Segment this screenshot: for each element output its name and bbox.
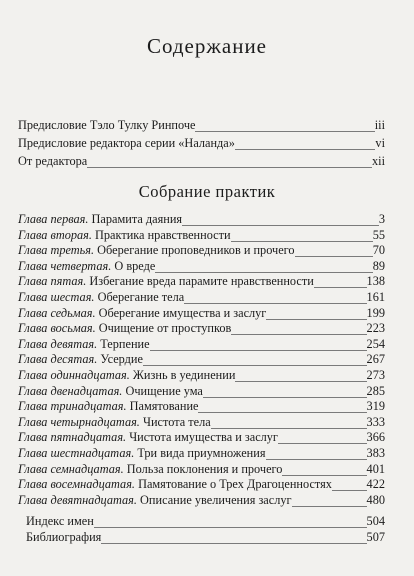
chapter-label: Глава шестая.	[18, 290, 95, 304]
toc-chapter-2[interactable]	[18, 227, 385, 243]
chapter-title: Оберегание проповедников и прочего	[97, 243, 295, 258]
toc-chapter-8[interactable]	[18, 320, 385, 336]
chapter-title: Чистота тела	[142, 414, 211, 429]
chapter-page: 161	[366, 290, 385, 304]
chapter-page: 285	[366, 383, 385, 398]
chapter-title: Описание увеличения заслуг	[140, 492, 292, 507]
chapter-label: Глава девятая.	[18, 336, 98, 351]
toc-chapter-13[interactable]	[18, 398, 385, 414]
chapter-title: О вреде	[114, 258, 156, 273]
toc-chapter-9[interactable]	[18, 336, 385, 352]
chapter-title: Терпение	[100, 336, 150, 351]
chapter-label: Глава десятая.	[18, 352, 98, 367]
chapter-page: 480	[366, 492, 385, 507]
toc-chapter-7[interactable]	[18, 305, 385, 321]
toc-entry-bibliography[interactable]	[26, 529, 385, 545]
entry-page: 507	[366, 530, 385, 544]
entry-page: xii	[372, 154, 385, 168]
toc-chapter-10[interactable]	[18, 351, 385, 367]
chapter-label: Глава седьмая.	[18, 305, 96, 320]
chapter-page: 199	[366, 305, 385, 320]
chapter-title: Избегание вреда парамите нравственности	[89, 274, 314, 289]
chapter-page: 3	[378, 212, 385, 226]
chapter-title: Практика нравственности	[95, 227, 231, 242]
chapter-label: Глава четырнадцатая.	[18, 414, 140, 429]
chapter-title: Польза поклонения и прочего	[126, 461, 283, 476]
chapter-title: Чистота имущества и заслуг	[129, 430, 278, 445]
entry-title: Библиография	[26, 530, 102, 544]
chapter-title: Парамита даяния	[91, 212, 183, 226]
chapter-label: Глава одиннадцатая.	[18, 368, 130, 382]
section-title: Собрание практик	[138, 182, 276, 201]
chapter-label: Глава четвертая.	[18, 258, 112, 273]
chapter-label: Глава пятнадцатая.	[18, 430, 127, 445]
toc-chapter-17[interactable]	[18, 461, 385, 477]
chapter-page: 319	[366, 399, 385, 414]
chapter-label: Глава тринадцатая.	[18, 399, 127, 414]
toc-entry-front-2[interactable]	[18, 135, 385, 151]
chapter-title: Оберегание имущества и заслуг	[98, 305, 267, 320]
chapter-label: Глава девятнадцатая.	[18, 492, 137, 507]
toc-entry-index[interactable]	[26, 513, 385, 529]
toc-chapter-19[interactable]	[18, 492, 385, 508]
chapter-page: 273	[366, 368, 385, 382]
entry-page: vi	[375, 136, 385, 150]
chapter-page: 383	[366, 446, 385, 460]
entry-page: 504	[366, 514, 385, 529]
chapter-page: 267	[366, 352, 385, 367]
chapter-label: Глава семнадцатая.	[18, 461, 124, 476]
chapter-label: Глава вторая.	[18, 227, 92, 242]
toc-chapter-15[interactable]	[18, 429, 385, 445]
toc-chapter-14[interactable]	[18, 414, 385, 430]
toc-entry-front-3[interactable]	[18, 153, 385, 169]
entry-title: Предисловие редактора серии «Наланда»	[18, 136, 235, 150]
chapter-title: Очищение ума	[125, 383, 203, 398]
toc-chapter-4[interactable]	[18, 258, 385, 274]
page-title: Содержание	[146, 34, 268, 58]
entry-title: Предисловие Тэло Тулку Ринпоче	[18, 118, 196, 132]
chapter-page: 223	[366, 321, 385, 336]
toc-chapter-11[interactable]	[18, 367, 385, 383]
chapter-label: Глава восемнадцатая.	[18, 477, 135, 492]
chapter-label: Глава двенадцатая.	[18, 383, 123, 398]
chapter-title: Памятование о Трех Драгоценностях	[138, 477, 332, 492]
chapter-page: 138	[366, 274, 385, 289]
chapter-title: Оберегание тела	[97, 290, 185, 304]
toc-chapter-5[interactable]	[18, 273, 385, 289]
chapter-title: Жизнь в уединении	[132, 368, 236, 382]
toc-entry-front-1[interactable]	[18, 117, 385, 133]
chapter-page: 70	[372, 243, 385, 258]
chapter-page: 254	[366, 336, 385, 351]
toc-chapter-6[interactable]	[18, 289, 385, 305]
chapter-label: Глава шестнадцатая.	[18, 446, 135, 460]
entry-title: Индекс имен	[26, 514, 94, 529]
chapter-title: Очищение от проступков	[98, 321, 232, 336]
chapter-title: Усердие	[100, 352, 143, 367]
entry-title: От редактора	[18, 154, 88, 168]
toc-chapter-12[interactable]	[18, 383, 385, 399]
chapter-label: Глава восьмая.	[18, 321, 96, 336]
chapter-label: Глава пятая.	[18, 274, 87, 289]
chapter-page: 366	[366, 430, 385, 445]
toc-chapter-16[interactable]	[18, 445, 385, 461]
toc-chapter-3[interactable]	[18, 242, 385, 258]
chapter-page: 401	[366, 461, 385, 476]
chapter-label: Глава первая.	[18, 212, 89, 226]
chapter-page: 89	[372, 258, 385, 273]
chapter-label: Глава третья.	[18, 243, 95, 258]
toc-chapter-18[interactable]	[18, 476, 385, 492]
chapter-title: Памятование	[129, 399, 199, 414]
chapter-page: 333	[366, 414, 385, 429]
chapter-page: 422	[366, 477, 385, 492]
toc-chapter-1[interactable]	[18, 211, 385, 227]
chapter-title: Три вида приумножения	[137, 446, 266, 460]
chapter-page: 55	[372, 227, 385, 242]
entry-page: iii	[374, 118, 385, 132]
